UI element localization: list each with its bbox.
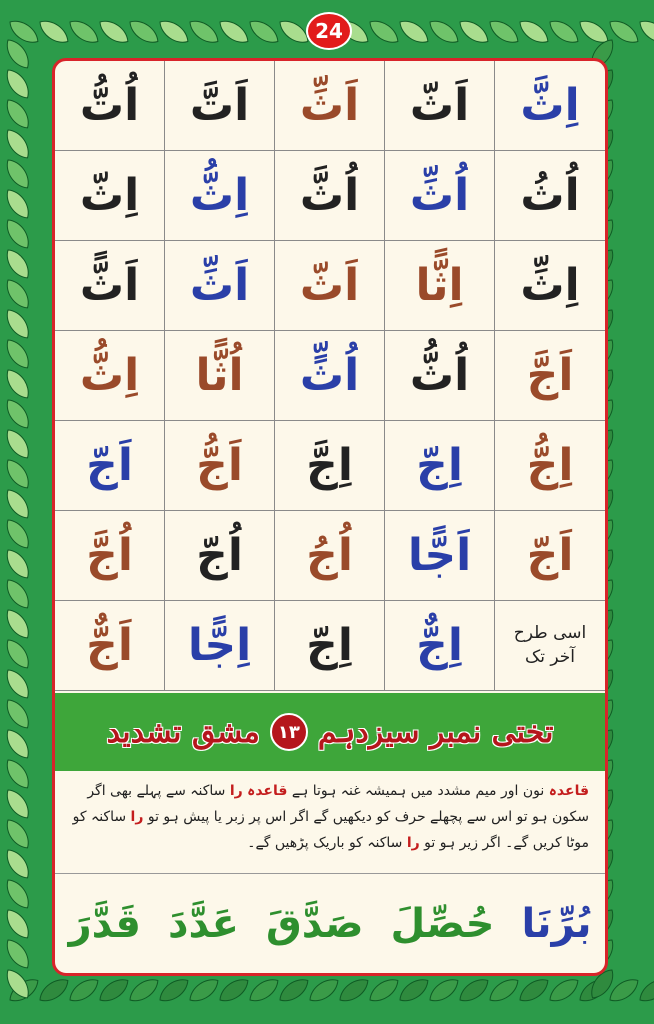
practice-word: صَدَّقَ	[265, 901, 364, 947]
letter-cell: اَثّ	[275, 241, 385, 331]
rule-text-2d: ساکنہ کو باریک پڑھیں گے۔	[247, 834, 403, 851]
leaf-icon	[2, 96, 34, 132]
rule-ra-3: را	[406, 834, 420, 851]
rule-label-1: قاعدہ	[548, 783, 589, 799]
letter-cell: اَثًّ	[55, 241, 165, 331]
leaf-icon	[2, 936, 34, 972]
letter-cell: اِجًّا	[165, 601, 275, 691]
leaf-icon	[2, 666, 34, 702]
letter-cell: اَجٌّ	[55, 601, 165, 691]
leaf-icon	[366, 16, 402, 48]
lesson-subtitle: مشق تشدید	[106, 714, 260, 750]
leaf-icon	[216, 16, 252, 48]
leaf-icon	[126, 16, 162, 48]
letter-cell: اُتُّ	[55, 61, 165, 151]
leaf-icon	[2, 336, 34, 372]
letter-cell: اَجَّ	[495, 331, 605, 421]
letter-cell: اَثِّ	[165, 241, 275, 331]
leaf-icon	[186, 974, 222, 1006]
leaf-icon	[66, 974, 102, 1006]
leaf-icon	[516, 974, 552, 1006]
page-number-badge: 24	[306, 12, 352, 50]
leaf-icon	[2, 126, 34, 162]
leaf-icon	[2, 306, 34, 342]
letter-cell: اِثّ	[55, 151, 165, 241]
leaf-icon	[2, 456, 34, 492]
letter-cell: اِجّ	[275, 601, 385, 691]
continue-note: اسی طرح آخر تک	[495, 601, 605, 691]
rule-ra-1: را	[229, 783, 243, 799]
leaf-icon	[636, 16, 654, 48]
leaf-icon	[2, 756, 34, 792]
leaf-icon	[156, 16, 192, 48]
leaf-icon	[486, 16, 522, 48]
leaf-icon	[336, 974, 372, 1006]
rule-ra-2: را	[130, 808, 144, 825]
letter-cell: اَثِّ	[275, 61, 385, 151]
leaf-icon	[486, 974, 522, 1006]
leaf-icon	[216, 974, 252, 1006]
leaf-icon	[36, 16, 72, 48]
leaf-icon	[426, 974, 462, 1006]
practice-word: عَدَّدَ	[167, 901, 239, 947]
rule-label-2: قاعدہ	[247, 783, 288, 799]
leaf-icon	[96, 16, 132, 48]
leaf-icon	[2, 846, 34, 882]
lesson-number-badge: ۱۳	[270, 713, 308, 751]
leaf-icon	[66, 16, 102, 48]
practice-word: بُرِّنَا	[521, 901, 592, 947]
letter-cell: اِثُّ	[55, 331, 165, 421]
leaf-icon	[2, 786, 34, 822]
letter-cell: اِجُّ	[495, 421, 605, 511]
rule-text-2b: ساکنہ سے پہلے بھی اگر سکون ہو تو اس سے پچھلے حرف کو دیکھیں گے اگر اس پر زبر یا پیش ہو تو	[87, 783, 589, 825]
leaf-icon	[2, 486, 34, 522]
practice-word: حُصِّلَ	[390, 901, 495, 947]
rule-paragraph	[69, 779, 589, 857]
letter-cell: اُجّ	[165, 511, 275, 601]
leaf-icon	[2, 636, 34, 672]
leaf-icon	[2, 66, 34, 102]
leaf-icon	[2, 726, 34, 762]
leaf-icon	[366, 974, 402, 1006]
leaf-icon	[2, 816, 34, 852]
leaf-icon	[516, 16, 552, 48]
letter-cell: اُثًّا	[165, 331, 275, 421]
leaf-icon	[2, 516, 34, 552]
leaf-icon	[396, 974, 432, 1006]
leaf-icon	[2, 546, 34, 582]
leaf-icon	[2, 396, 34, 432]
letter-cell: اُثُّ	[385, 331, 495, 421]
leaf-icon	[2, 156, 34, 192]
letter-cell: اِجَّ	[275, 421, 385, 511]
letter-cell: اِثِّ	[495, 241, 605, 331]
leaf-icon	[126, 974, 162, 1006]
letter-cell: اَجُّ	[165, 421, 275, 511]
letter-grid	[55, 61, 605, 691]
letter-cell: اَثّ	[385, 61, 495, 151]
letter-cell: اِثَّ	[495, 61, 605, 151]
lesson-title-band	[55, 693, 605, 771]
leaf-icon	[2, 606, 34, 642]
letter-cell: اِثًّا	[385, 241, 495, 331]
leaf-icon	[246, 974, 282, 1006]
letter-cell: اَجًّا	[385, 511, 495, 601]
leaf-icon	[426, 16, 462, 48]
letter-cell: اِثُّ	[165, 151, 275, 241]
leaf-icon	[306, 974, 342, 1006]
letter-cell: اُثِّ	[385, 151, 495, 241]
letter-cell: اُثُ	[495, 151, 605, 241]
letter-cell: اِجٌّ	[385, 601, 495, 691]
practice-words-row	[55, 873, 605, 974]
letter-cell: اِجّ	[385, 421, 495, 511]
leaf-icon	[96, 974, 132, 1006]
practice-word: قَدَّرَ	[68, 901, 141, 947]
letter-cell: اُثَّ	[275, 151, 385, 241]
rule-text-2c: ساکنہ کو موٹا کریں گے۔ اگر زیر ہو تو	[72, 808, 589, 851]
leaf-icon	[2, 216, 34, 252]
leaf-icon	[2, 426, 34, 462]
leaf-icon	[36, 974, 72, 1006]
leaf-icon	[276, 974, 312, 1006]
leaf-icon	[456, 16, 492, 48]
leaf-icon	[456, 974, 492, 1006]
leaf-icon	[2, 696, 34, 732]
rule-text-1: نون اور میم مشدد میں ہمیشہ غنہ ہوتا ہے	[291, 783, 545, 799]
leaf-icon	[2, 906, 34, 942]
letter-cell: اُثٍّ	[275, 331, 385, 421]
leaf-icon	[546, 974, 582, 1006]
lesson-title: تختی نمبر سیزدہم	[317, 714, 554, 750]
leaf-icon	[186, 16, 222, 48]
leaf-icon	[156, 974, 192, 1006]
leaf-icon	[396, 16, 432, 48]
letter-cell: اُجُ	[275, 511, 385, 601]
leaf-icon	[2, 186, 34, 222]
letter-cell: اَتَّ	[165, 61, 275, 151]
leaf-icon	[246, 16, 282, 48]
leaf-icon	[2, 276, 34, 312]
leaf-icon	[2, 576, 34, 612]
letter-cell: اَجّ	[55, 421, 165, 511]
leaf-icon	[636, 974, 654, 1006]
content-panel	[52, 58, 608, 976]
leaf-icon	[2, 876, 34, 912]
leaf-icon	[546, 16, 582, 48]
letter-cell: اَجّ	[495, 511, 605, 601]
leaf-icon	[2, 366, 34, 402]
letter-cell: اُجَّ	[55, 511, 165, 601]
leaf-icon	[2, 246, 34, 282]
